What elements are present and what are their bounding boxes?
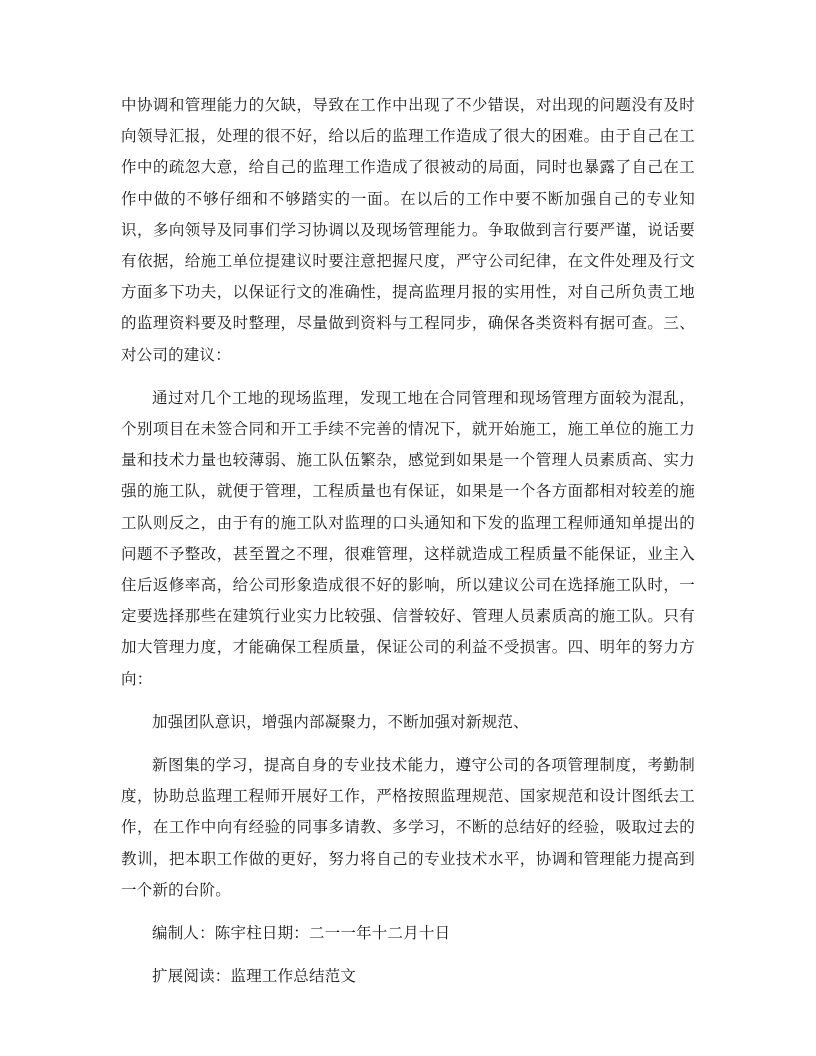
author-date-line: 编制人：陈宇柱日期：二一一年十二月十日 [152,924,451,943]
paragraph-company-suggestions: 通过对几个工地的现场监理，发现工地在合同管理和现场管理方面较为混乱，个别项目在未签合同和开工手续不完善的情况下，就开始施工，施工单位的施工力量和技术力量也较薄弱、施工队伍繁杂，感觉到如果是一个管理人员素质高、实力强的施工队，就便于管理，工程质量也有保证，如果是一个各方面都相对较差的施工队则反之，由于有的施工队对监理的口头通知和下发的监理工程师通知单提出的问题不予整改，甚至置之不理，很难管理，这样就造成工程质量不能保证，业主入住后返修率高，给公司形象造成很不好的影响，所以建议公司在选择施工队时，一定要选择那些在建筑行业实力比较强、信誉较好、管理人员素质高的施工队。只有加大管理力度，才能确保工程质量，保证公司的利益不受损害。四、明年的努力方向： [121,388,695,688]
extended-reading-line: 扩展阅读：监理工作总结范文 [152,967,357,986]
document-body [121,90,695,992]
paragraph-self-improvement: 中协调和管理能力的欠缺，导致在工作中出现了不少错误，对出现的问题没有及时向领导汇报，处理的很不好，给以后的监理工作造成了很大的困难。由于自己在工作中的疏忽大意，给自己的监理工作造成了很被动的局面，同时也暴露了自己在工作中做的不够仔细和不够踏实的一面。在以后的工作中要不断加强自己的专业知识，多向领导及同事们学习协调以及现场管理能力。争取做到言行要严谨，说话要有依据，给施工单位提建议时要注意把握尺度，严守公司纪律，在文件处理及行文方面多下功夫，以保证行文的准确性，提高监理月报的实用性，对自己所负责工地的监理资料要及时整理，尽量做到资料与工程同步，确保各类资料有据可查。三、对公司的建议： [121,96,695,364]
paragraph-next-year-goals: 加强团队意识，增强内部凝聚力，不断加强对新规范、 [152,712,529,731]
paragraph-next-year-details: 新图集的学习，提高自身的专业技术能力，遵守公司的各项管理制度，考勤制度，协助总监理工程师开展好工作，严格按照监理规范、国家规范和设计图纸去工作，在工作中向有经验的同事多请教、多学习，不断的总结好的经验，吸取过去的教训，把本职工作做的更好，努力将自己的专业技术水平，协调和管理能力提高到一个新的台阶。 [121,756,695,899]
